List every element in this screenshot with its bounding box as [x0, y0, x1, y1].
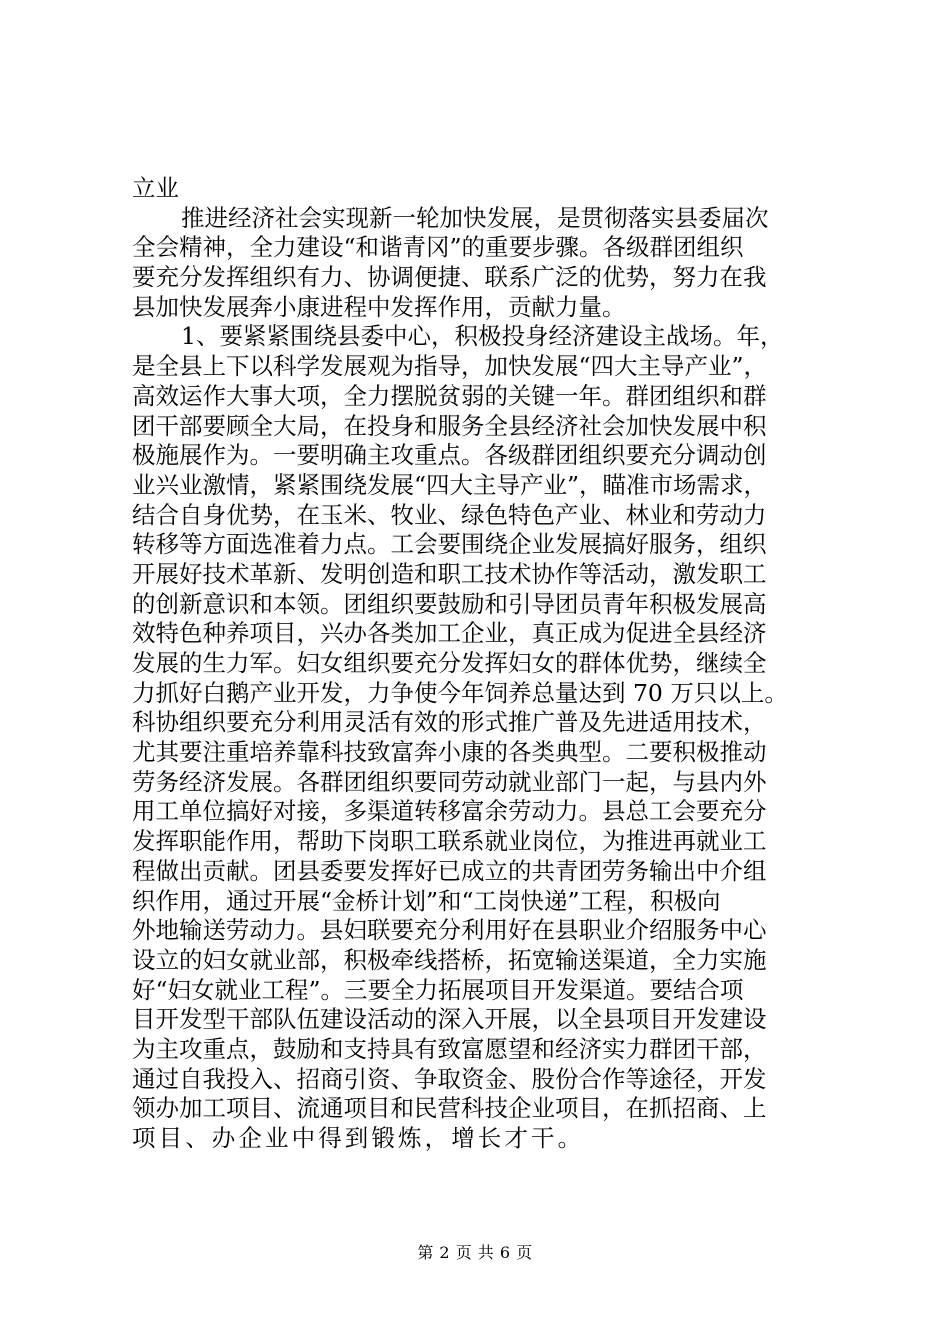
text-line: 1、要紧紧围绕县委中心，积极投身经济建设主战场。年， — [181, 322, 784, 351]
text-line: 效特色种养项目，兴办各类加工企业，真正成为促进全县经济 — [132, 619, 767, 648]
text-line: 外地输送劳动力。县妇联要充分利用好在县职业介绍服务中心 — [132, 916, 767, 945]
text-line: 立业 — [132, 174, 179, 202]
text-line: 科协组织要充分利用灵活有效的形式推广普及先进适用技术， — [132, 708, 767, 737]
text-line: 领办加工项目、流通项目和民营科技企业项目，在抓招商、上 — [132, 1094, 767, 1123]
text-line: 极施展作为。一要明确主攻重点。各级群团组织要充分调动创 — [132, 441, 767, 470]
text-line: 力抓好白鹅产业开发，力争使今年饲养总量达到 70 万只以上。 — [132, 678, 788, 707]
text-line: 通过自我投入、招商引资、争取资金、股份合作等途径，开发 — [132, 1064, 767, 1093]
page-footer: 第 2 页 共 6 页 — [417, 1243, 533, 1262]
body-text — [132, 174, 832, 1154]
text-line: 设立的妇女就业部，积极牵线搭桥，拓宽输送渠道，全力实施 — [132, 945, 767, 974]
text-line: 全会精神，全力建设“和谐青冈”的重要步骤。各级群团组织 — [132, 233, 744, 262]
text-line: 转移等方面选准着力点。工会要围绕企业发展搞好服务，组织 — [132, 530, 767, 559]
text-line: 尤其要注重培养靠科技致富奔小康的各类典型。二要积极推动 — [132, 738, 767, 767]
text-line: 项目、办企业中得到锻炼，增长才干。 — [132, 1124, 585, 1152]
text-line: 业兴业激情，紧紧围绕发展“四大主导产业”，瞄准市场需求， — [132, 470, 768, 499]
text-line: 要充分发挥组织有力、协调便捷、联系广泛的优势，努力在我 — [132, 263, 767, 292]
text-line: 是全县上下以科学发展观为指导，加快发展“四大主导产业”， — [132, 352, 768, 381]
text-line: 好“妇女就业工程”。三要全力拓展项目开发渠道。要结合项 — [132, 975, 744, 1004]
text-line: 用工单位搞好对接，多渠道转移富余劳动力。县总工会要充分 — [132, 797, 767, 826]
text-line: 高效运作大事大项，全力摆脱贫弱的关键一年。群团组织和群 — [132, 381, 767, 410]
text-line: 为主攻重点，鼓励和支持具有致富愿望和经济实力群团干部， — [132, 1034, 767, 1063]
text-line: 目开发型干部队伍建设活动的深入开展，以全县项目开发建设 — [132, 1005, 767, 1034]
text-line: 推进经济社会实现新一轮加快发展，是贯彻落实县委届次 — [181, 203, 769, 232]
text-line: 发展的生力军。妇女组织要充分发挥妇女的群体优势，继续全 — [132, 649, 767, 677]
text-line: 程做出贡献。团县委要发挥好已成立的共青团劳务输出中介组 — [132, 856, 767, 885]
text-line: 的创新意识和本领。团组织要鼓励和引导团员青年积极发展高 — [132, 589, 767, 618]
text-line: 织作用，通过开展“金桥计划”和“工岗快递”工程，积极向 — [132, 886, 721, 915]
text-line: 团干部要顾全大局，在投身和服务全县经济社会加快发展中积 — [132, 411, 767, 440]
text-line: 发挥职能作用，帮助下岗职工联系就业岗位，为推进再就业工 — [132, 827, 767, 856]
text-line: 开展好技术革新、发明创造和职工技术协作等活动，激发职工 — [132, 559, 767, 588]
text-line: 劳务经济发展。各群团组织要同劳动就业部门一起，与县内外 — [132, 767, 767, 796]
text-line: 结合自身优势，在玉米、牧业、绿色特色产业、林业和劳动力 — [132, 500, 767, 529]
text-line: 县加快发展奔小康进程中发挥作用，贡献力量。 — [132, 292, 626, 321]
